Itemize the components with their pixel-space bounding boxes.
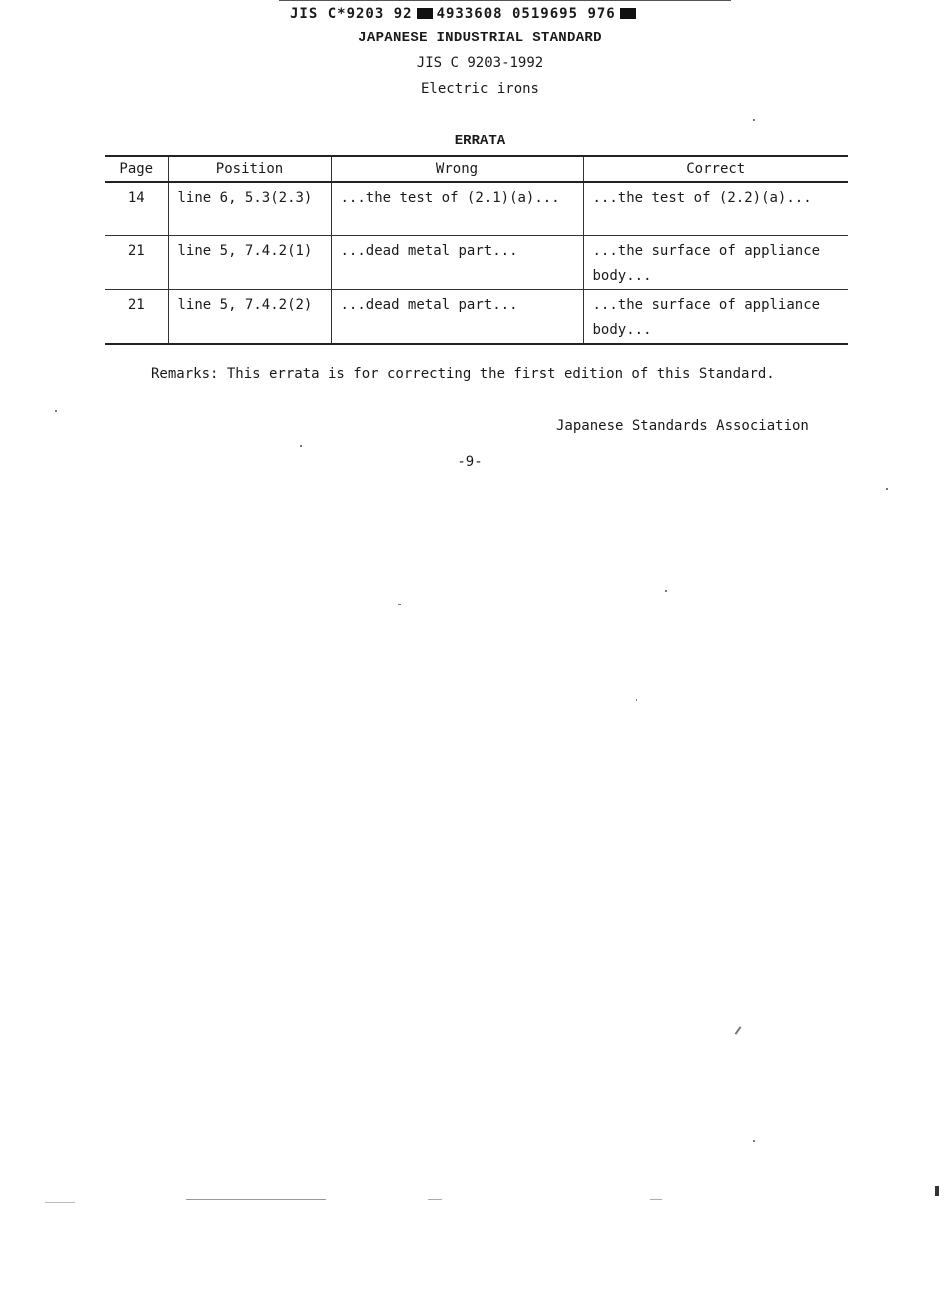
remarks-text: Remarks: This errata is for correcting the first edition of this Standard. [151,366,775,382]
scan-speck [55,410,57,412]
table-row [105,182,848,236]
scan-streak [428,1199,442,1200]
standard-name: Electric irons [420,81,539,97]
barcode-block-1 [417,8,433,19]
standard-title: JAPANESE INDUSTRIAL STANDARD [358,30,602,46]
table-row [105,290,848,345]
scan-speck [665,590,667,592]
column-header-page: Page [105,156,168,182]
scan-speck [300,445,302,447]
scan-speck [935,1186,939,1196]
association-name: Japanese Standards Association [556,418,809,434]
cell-page: 21 [105,290,168,345]
errata-heading: ERRATA [454,133,506,149]
cell-page: 14 [105,182,168,236]
standard-code: JIS C 9203-1992 [416,55,544,71]
scan-speck [886,488,888,490]
header-rule [279,0,731,1]
cell-wrong: ...dead metal part... [331,290,583,345]
cell-wrong: ...the test of (2.1)(a)... [331,182,583,236]
table-row [105,236,848,290]
barcode-mid: 4933608 0519695 976 [436,6,616,22]
scan-speck [753,119,755,121]
barcode-block-2 [620,8,636,19]
barcode-line [290,6,730,22]
scan-speck [735,1026,742,1035]
errata-table [105,155,848,345]
column-header-position: Position [168,156,331,182]
cell-position: line 6, 5.3(2.3) [168,182,331,236]
scan-streak [45,1202,75,1203]
cell-page: 21 [105,236,168,290]
cell-correct: ...the surface of appliance body... [583,236,848,290]
table-header-row [105,156,848,182]
column-header-correct: Correct [583,156,848,182]
scan-streak [186,1199,326,1200]
scan-speck [753,1140,755,1142]
column-header-wrong: Wrong [331,156,583,182]
page-number: -9- [457,454,483,470]
scan-speck [398,604,401,605]
cell-position: line 5, 7.4.2(2) [168,290,331,345]
barcode-left: JIS C*9203 92 [290,6,413,22]
cell-correct: ...the test of (2.2)(a)... [583,182,848,236]
cell-correct: ...the surface of appliance body... [583,290,848,345]
cell-wrong: ...dead metal part... [331,236,583,290]
scan-streak [650,1199,662,1200]
cell-position: line 5, 7.4.2(1) [168,236,331,290]
scan-speck [636,699,637,701]
